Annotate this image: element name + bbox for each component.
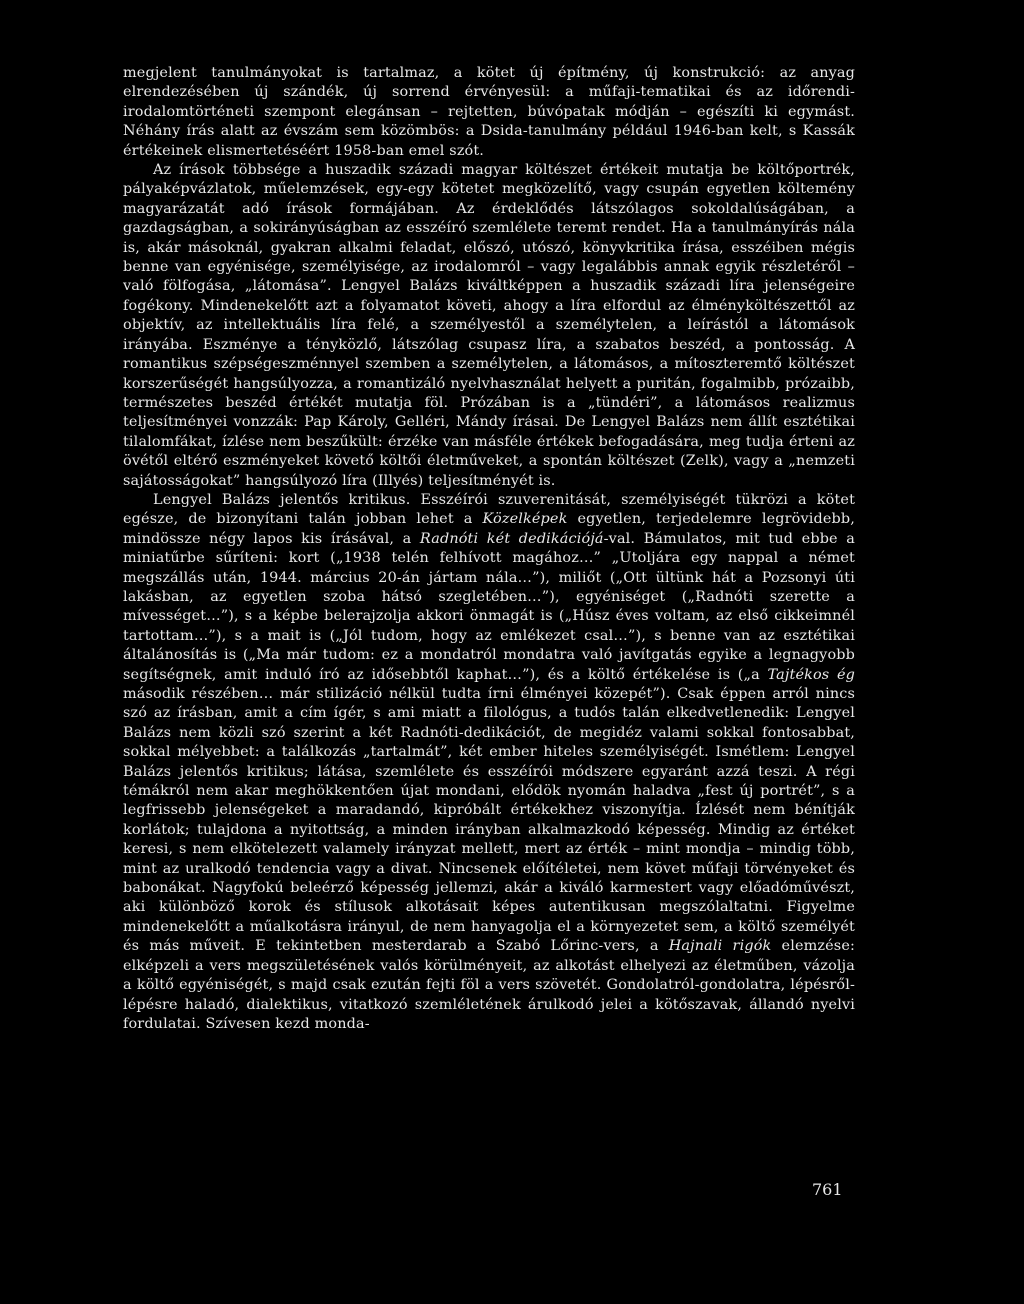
paragraph <box>123 491 855 1034</box>
paragraph <box>123 64 855 161</box>
italic-title: Hajnali rigók <box>668 938 772 955</box>
italic-title: Tajtékos ég <box>767 666 856 683</box>
text-segment: Lengyel Balázs jelentős kritikus. Esszéírói szuverenitását, személyiségét tükrözi a kötet egésze, de bizonyítani talán jobban lehet a <box>123 491 855 528</box>
text-segment: elemzése: elképzeli a vers megszületésének valós körülményeit, az alkotást elhelyezi az életműben, vázolja a költő egyéniségét, s majd csak ezután fejti föl a vers szövetét. Gondolatról-gondolatra, lépésről-lépésre haladó, dialektikus, vitatkozó szemléletének árulkodó jelei a kötőszavak, állandó nyelvi fordulatai. Szívesen kezd monda- <box>123 938 856 1032</box>
text-segment: Az írások többsége a huszadik századi magyar költészet értékeit mutatja be költőportrék, pályaképvázlatok, műelemzések, egy-egy kötetet megközelítő, vagy csupán egyetlen költemény magyarázatát adó írások formájában. Az érdeklődés látszólagos sokoldalúságában, a gazdagságban, a sokirányúságban az esszéíró szemlélete teremt rendet. Ha a tanulmányírás nála is, akár másoknál, gyakran alkalmi feladat, előszó, utószó, könyvkritika írása, esszéiben mégis benne van egyénisége, személyisége, az irodalomról – vagy legalábbis annak egyik részletéről – való fölfogása, „látomása”. Lengyel Balázs kiváltképpen a huszadik századi líra jelenségeire fogékony. Mindenekelőtt azt a folyamatot követi, ahogy a líra elfordul az élményköltészettől az objektív, az intellektuális líra felé, a személyestől a személytelen, a leírástól a látomások irányába. Eszménye a tényközlő, látszólag csupasz líra, a szabatos beszéd, a pontosság. A romantikus szépségeszménnyel szemben a személytelen, a látomásos, a mítoszteremtő költészet korszerűségét hangsúlyozza, a romantizáló nyelvhasználat helyett a puritán, fogalmibb, prózaibb, természetes beszéd értékét mutatja föl. Prózában is a „tündéri”, a látomásos realizmus teljesítményei vonzzák: Pap Károly, Gelléri, Mándy írásai. De Lengyel Balázs nem állít esztétikai tilalomfákat, ízlése nem beszűkült: érzéke van másféle értékek befogadására, meg tudja érteni az övétől eltérő eszményeket követő költői életműveket, a spontán költészet (Zelk), vagy a „nemzeti sajátosságokat” hangsúlyozó líra (Illyés) teljesítményét is. <box>123 162 855 489</box>
text-segment: második részében… már stilizáció nélkül tudta írni élményei közepét”). Csak éppen arról nincs szó az írásban, amit a cím ígér, s ami miatt a filológus, a tudós talán elkedvetlenedik: Lengyel Balázs nem közli szó szerint a két Radnóti-dedikációt, de megidéz valami sokkal fontosabbat, sokkal mélyebbet: a találkozás „tartalmát”, két ember hiteles személyiségét. Ismétlem: Lengyel Balázs jelentős kritikus; látása, szemlélete és esszéírói módszere egyaránt azzá teszi. A régi témákról nem akar meghökkentően újat mondani, elődök nyomán haladva „fest új portrét”, s a legfrissebb jelenségeket a maradandó, kipróbált értékekhez viszonyítja. Ízlését nem bénítják korlátok; tulajdona a nyitottság, a minden irányban alkalmazkodó képesség. Mindig az értéket keresi, s nem elkötelezett valamely irányzat mellett, mert az érték – mint mondja – mindig több, mint az uralkodó tendencia vagy a divat. Nincsenek előítéletei, nem követ műfaji törvényeket és babonákat. Nagyfokú beleérző képesség jellemzi, akár a kiváló karmestert vagy előadóművészt, aki különböző korok és stílusok alkotásait képes autentikusan megszólaltatni. Figyelme mindenekelőtt a műalkotásra irányul, de nem hanyagolja el a környezetet sem, a költő személyét és más műveit. E tekintetben mesterdarab a Szabó Lőrinc-vers, a <box>123 686 855 955</box>
paragraph <box>123 161 855 491</box>
body-text <box>123 64 855 1034</box>
page-number: 761 <box>812 1180 843 1199</box>
text-segment: -val. Bámulatos, mit tud ebbe a miniatűrbe sűríteni: kort („1938 telén felhívott magához…” „Utoljára egy nappal a német megszállás után, 1944. március 20-án jártam nála…”), miliőt („Ott ültünk hát a Pozsonyi úti lakásban, az egyetlen szoba hátsó szegletében…”), egyéniséget („Radnóti szerette a mívességet…”), s a képbe belerajzolja akkori önmagát is („Húsz éves voltam, az első cikkeimnél tartottam…”), s a mait is („Jól tudom, hogy az emlékezet csal…”), s benne van az esztétikai általánosítás is („Ma már tudom: ez a mondatról mondatra való javítgatás egyike a legnagyobb segítségnek, amit induló író az idősebbtől kaphat…”), és a költő értékelése is („a <box>123 530 855 683</box>
italic-title: Radnóti két dedikációjá <box>419 530 604 547</box>
italic-title: Közelképek <box>482 511 568 528</box>
text-segment: megjelent tanulmányokat is tartalmaz, a kötet új építmény, új konstrukció: az anyag elrendezésében új szándék, új sorrend érvényesül: a műfaji-tematikai és az időrendi-irodalomtörténeti szempont elegánsan – rejtetten, búvópatak módján – egészíti ki egymást. Néhány írás alatt az évszám sem közömbös: a Dsida-tanulmány például 1946-ban kelt, s Kassák értékeinek elismertetéséért 1958-ban emel szót. <box>123 65 855 159</box>
text-segment: egyetlen, terjedelemre legrövidebb, mindössze négy lapos kis írásával, a <box>123 511 855 547</box>
